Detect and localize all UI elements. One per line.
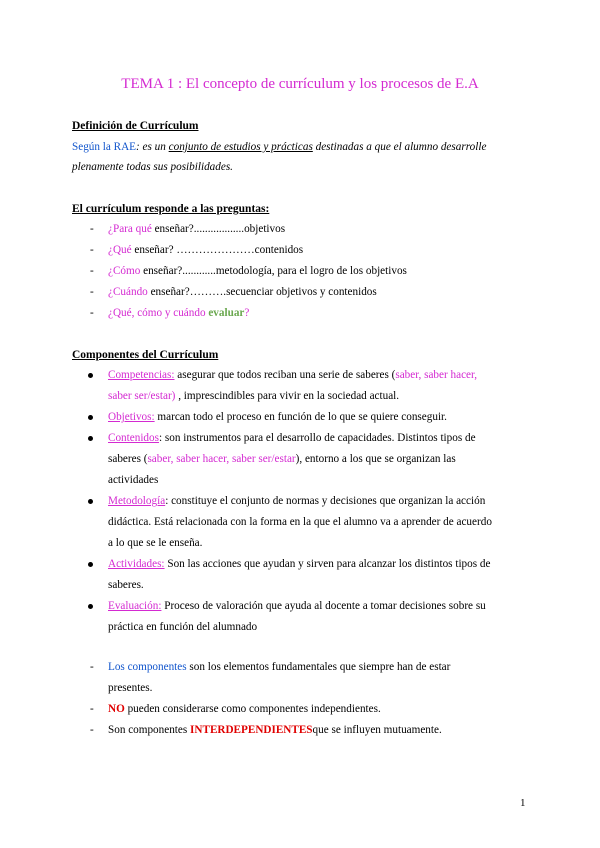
page-number: 1 (520, 797, 526, 809)
bullet-dot (88, 499, 93, 504)
bullet-dot (88, 562, 93, 567)
list-item: Evaluación: Proceso de valoración que ayuda al docente a tomar decisiones sobre su práctica en función del alumnado (88, 596, 518, 638)
definicion-link: conjunto de estudios y prácticas (168, 141, 313, 153)
list-item: - ¿Qué enseñar? …………………contenidos (90, 244, 304, 256)
list-item: Objetivos: marcan todo el proceso en función de lo que se quiere conseguir. (88, 407, 518, 428)
definicion-line-2: plenamente todas sus posibilidades. (72, 161, 233, 173)
bullet-dot (88, 436, 93, 441)
definicion-source: Según la RAE (72, 141, 137, 153)
note-item: - NO pueden considerarse como componentes independientes. (90, 703, 381, 715)
document-title: TEMA 1 : El concepto de currículum y los procesos de E.A (121, 76, 479, 92)
note-item: - Los componentes son los elementos fundamentales que siempre han de estar (90, 661, 451, 673)
list-item: - ¿Qué, cómo y cuándo evaluar? (90, 307, 250, 319)
bullet-dot (88, 373, 93, 378)
list-item: - ¿Cuándo enseñar?……….secuenciar objetivos y contenidos (90, 286, 377, 298)
componentes-heading: Componentes del Currículum (72, 349, 219, 361)
note-item: - Son componentes INTERDEPENDIENTESque se influyen mutuamente. (90, 724, 442, 736)
definicion-line-1 (72, 137, 486, 158)
definicion-heading: Definición de Currículum (72, 120, 199, 132)
definicion-colon: : es un (136, 141, 169, 153)
list-item: Actividades: Son las acciones que ayudan y sirven para alcanzar los distintos tipos de saberes. (88, 554, 518, 596)
bullet-dot (88, 415, 93, 420)
list-item: Contenidos: son instrumentos para el desarrollo de capacidades. Distintos tipos de saberes (saber, saber hacer, saber ser/estar), entorno a los que se organizan las actividades (88, 428, 518, 491)
definicion-rest: destinadas a que el alumno desarrolle (312, 141, 487, 153)
list-item: - ¿Cómo enseñar?............metodología, para el logro de los objetivos (90, 265, 407, 277)
list-item: Metodología: constituye el conjunto de normas y decisiones que organizan la acción didáctica. Está relacionada con la forma en la que el alumno va a aprender de acuerdo a lo que se le enseña. (88, 491, 518, 554)
list-item: - ¿Para qué enseñar?..................objetivos (90, 223, 286, 235)
preguntas-heading: El currículum responde a las preguntas: (72, 203, 270, 215)
bullet-dot (88, 604, 93, 609)
list-item: Competencias: asegurar que todos reciban una serie de saberes (saber, saber hacer, saber ser/estar) , imprescindibles para vivir en la sociedad actual. (88, 365, 518, 407)
note-item-continuation: presentes. (108, 682, 153, 694)
